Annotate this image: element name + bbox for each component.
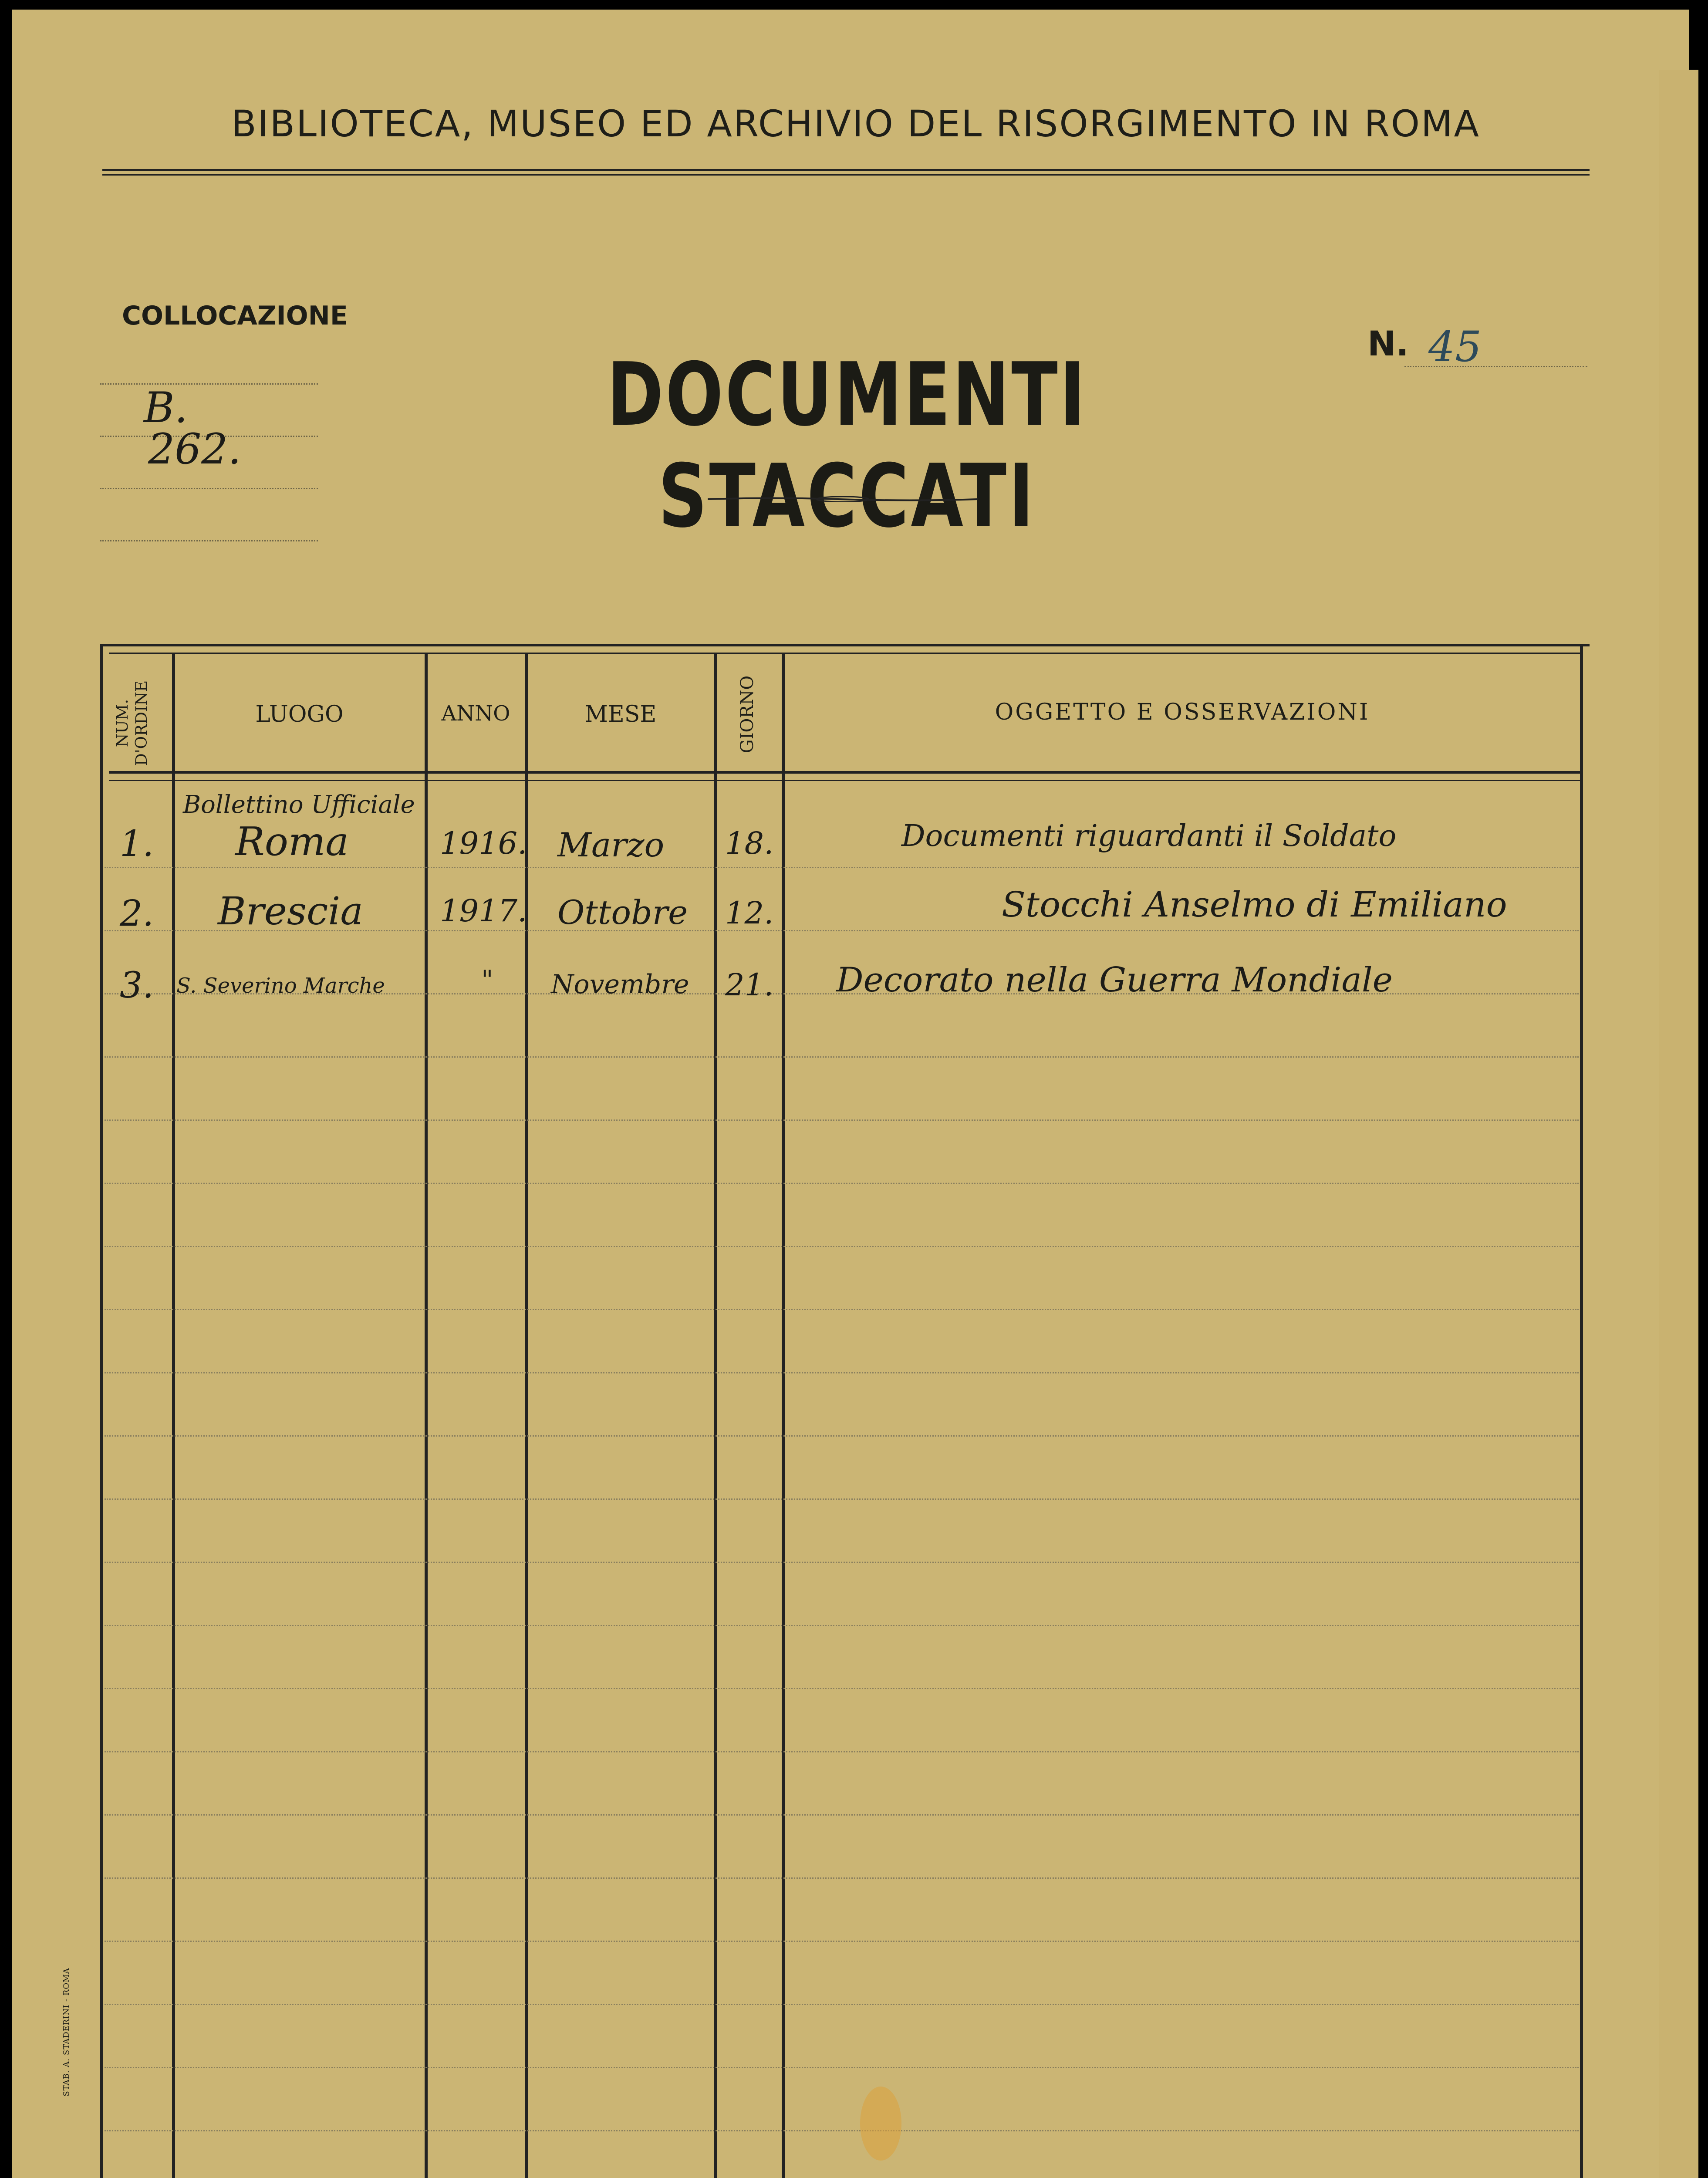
number-label: N. xyxy=(1367,325,1409,364)
ruled-line xyxy=(105,1056,1579,1058)
header-rule-top xyxy=(102,169,1590,171)
collocazione-value-2: 262. xyxy=(148,425,241,473)
row1-num: 1. xyxy=(120,823,154,865)
row3-giorno: 21. xyxy=(725,967,774,1003)
col-divider-1 xyxy=(172,653,175,2178)
collocazione-value-1: B. xyxy=(144,383,188,432)
row1-giorno: 18. xyxy=(725,825,774,861)
ruled-line xyxy=(105,1372,1579,1373)
row2-oggetto: Stocchi Anselmo di Emiliano xyxy=(1002,884,1507,925)
ruled-line xyxy=(105,1246,1579,1247)
ruled-line xyxy=(105,1183,1579,1184)
ruled-line xyxy=(105,1688,1579,1689)
table-left-border xyxy=(100,644,103,2178)
row3-num: 3. xyxy=(120,965,154,1006)
ruled-line xyxy=(105,1119,1579,1121)
table-top-border-inner xyxy=(109,653,1581,654)
ornament-svg xyxy=(708,496,978,502)
row2-num: 2. xyxy=(120,893,154,934)
ruled-line xyxy=(105,2004,1579,2005)
ruled-line xyxy=(105,1625,1579,1626)
col-header-oggetto: OGGETTO E OSSERVAZIONI xyxy=(995,699,1370,725)
number-value: 45 xyxy=(1428,322,1482,371)
ruled-line xyxy=(105,1435,1579,1437)
collocazione-line-1 xyxy=(100,383,318,385)
row1-anno: 1916. xyxy=(440,825,527,861)
collocazione-label: COLLOCAZIONE xyxy=(122,301,348,331)
ruled-line xyxy=(105,1498,1579,1500)
ruled-line xyxy=(105,867,1579,868)
header-rule-bottom xyxy=(102,174,1590,176)
stain xyxy=(860,2087,901,2161)
ruled-line xyxy=(105,1814,1579,1816)
header-bottom-border-2 xyxy=(109,780,1581,781)
col-header-giorno: GIORNO xyxy=(737,675,757,754)
row1-oggetto: Documenti riguardanti il Soldato xyxy=(901,819,1397,853)
col-divider-3 xyxy=(525,653,528,2178)
row2-giorno: 12. xyxy=(725,895,774,931)
register-table xyxy=(100,645,1590,2178)
col-header-anno: ANNO xyxy=(441,701,510,726)
header-bottom-border xyxy=(109,771,1581,774)
row3-mese: Novembre xyxy=(551,969,689,1000)
title-ornament xyxy=(708,496,978,501)
table-top-border xyxy=(100,644,1590,646)
ruled-line xyxy=(105,1941,1579,1942)
row1-luogo-note: Bollettino Ufficiale xyxy=(183,791,415,819)
row1-luogo: Roma xyxy=(235,819,349,865)
col-header-mese: MESE xyxy=(584,701,657,727)
row2-mese: Ottobre xyxy=(557,893,688,932)
ruled-line xyxy=(105,1877,1579,1879)
ruled-line xyxy=(105,2130,1579,2131)
col-divider-5 xyxy=(782,653,785,2178)
ruled-line xyxy=(105,1751,1579,1752)
row3-luogo: S. Severino Marche xyxy=(176,974,385,998)
col-divider-2 xyxy=(425,653,428,2178)
collocazione-line-3 xyxy=(100,488,318,489)
row2-anno: 1917. xyxy=(440,893,527,929)
row2-luogo: Brescia xyxy=(218,889,363,933)
ruled-line xyxy=(105,1309,1579,1310)
row3-anno: " xyxy=(481,965,493,995)
col-header-luogo: LUOGO xyxy=(255,701,344,727)
page-title: DOCUMENTI STACCATI xyxy=(607,344,1087,547)
paper-edge xyxy=(1659,70,1698,2178)
col-header-num: NUM. D'ORDINE xyxy=(114,680,151,766)
ruled-line xyxy=(105,1562,1579,1563)
col-divider-4 xyxy=(714,653,717,2178)
collocazione-line-4 xyxy=(100,540,318,541)
table-right-border xyxy=(1580,644,1583,2178)
row1-mese: Marzo xyxy=(557,825,665,864)
printer-credit: STAB. A. STADERINI - ROMA xyxy=(62,1968,71,2097)
row3-oggetto: Decorato nella Guerra Mondiale xyxy=(836,960,1393,1000)
institution-heading: BIBLIOTECA, MUSEO ED ARCHIVIO DEL RISORGIMENTO IN ROMA xyxy=(231,102,1480,145)
ruled-line xyxy=(105,2067,1579,2068)
